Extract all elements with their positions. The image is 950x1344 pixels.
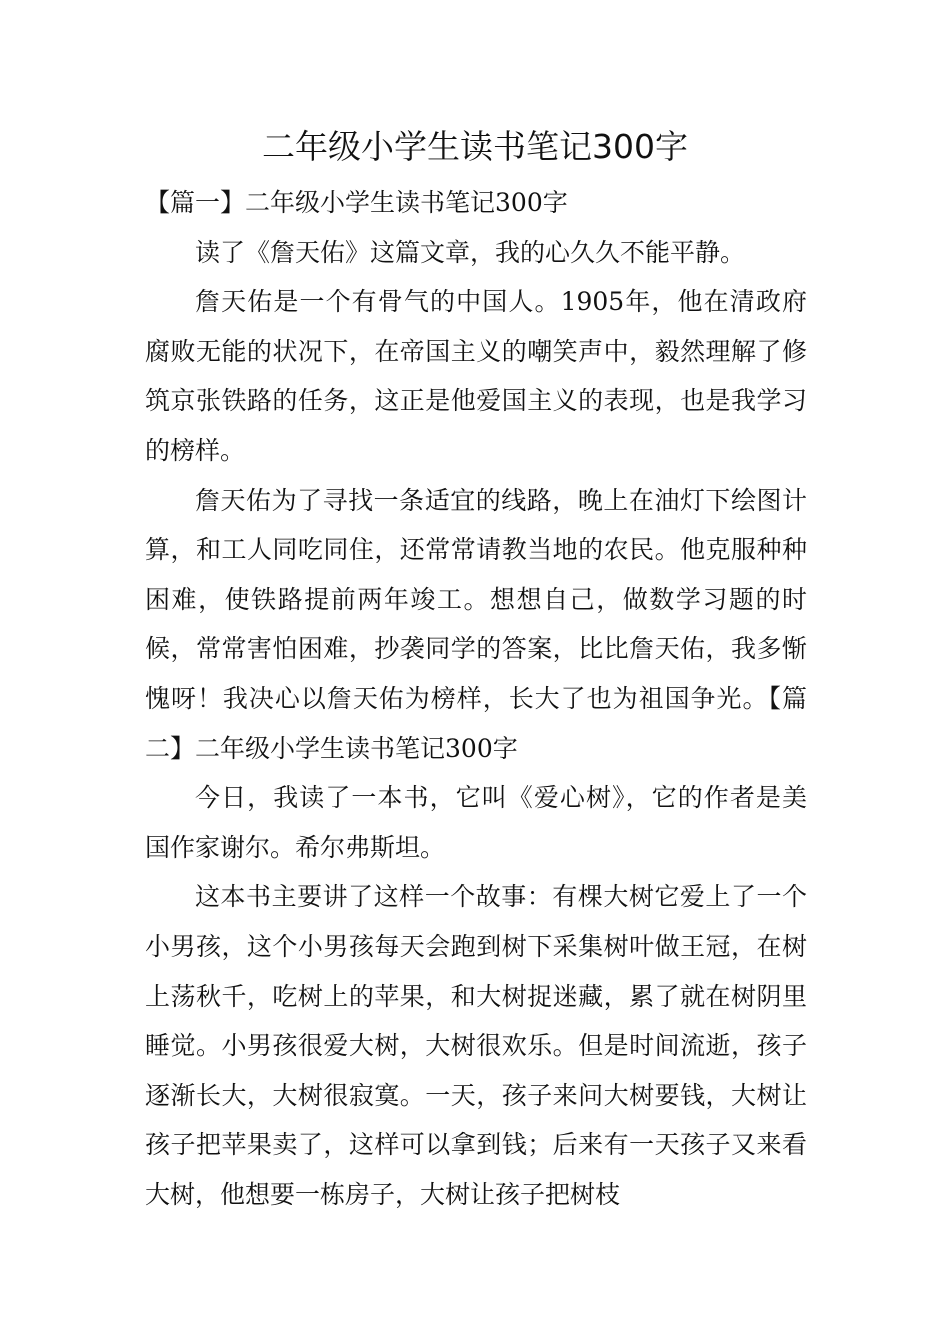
document-body xyxy=(145,178,807,1219)
section-heading-1: 【篇一】二年级小学生读书笔记300字 xyxy=(145,188,568,217)
paragraph: 读了《詹天佑》这篇文章，我的心久久不能平静。 xyxy=(195,237,746,267)
paragraph: 这本书主要讲了这样一个故事：有棵大树它爱上了一个小男孩，这个小男孩每天会跑到树下采集树叶做王冠，在树上荡秋千，吃树上的苹果，和大树捉迷藏，累了就在树阴里睡觉。小男孩很爱大树，大树很欢乐。但是时间流逝，孩子逐渐长大，大树很寂寞。一天，孩子来问大树要钱，大树让孩子把苹果卖了，这样可以拿到钱；后来有一天孩子又来看大树，他想要一栋房子，大树让孩子把树枝 xyxy=(145,882,807,1209)
paragraph xyxy=(145,476,807,774)
section-heading-2: 【篇二】二年级小学生读书笔记300字 xyxy=(145,683,807,763)
paragraph: 今日，我读了一本书，它叫《爱心树》，它的作者是美国作家谢尔。希尔弗斯坦。 xyxy=(145,783,807,862)
document-title: 二年级小学生读书笔记300字 xyxy=(262,127,688,166)
paragraph-text: 詹天佑为了寻找一条适宜的线路，晚上在油灯下绘图计算，和工人同吃同住，还常常请教当地的农民。他克服种种困难，使铁路提前两年竣工。想想自己，做数学习题的时候，常常害怕困难，抄袭同学的答案，比比詹天佑，我多惭愧呀！我决心以詹天佑为榜样，长大了也为祖国争光。 xyxy=(145,485,807,713)
paragraph: 詹天佑是一个有骨气的中国人。1905年，他在清政府腐败无能的状况下，在帝国主义的嘲笑声中，毅然理解了修筑京张铁路的任务，这正是他爱国主义的表现，也是我学习的榜样。 xyxy=(145,287,807,465)
